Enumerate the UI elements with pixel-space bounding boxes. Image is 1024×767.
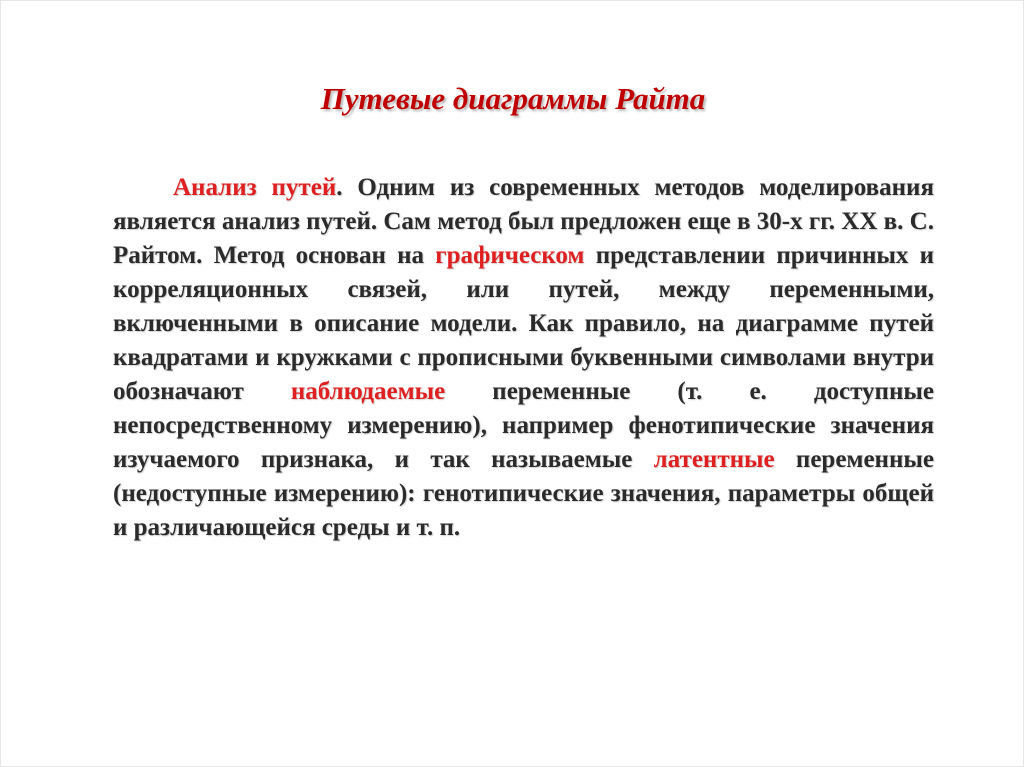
text-segment-3: переменные (т. е. доступные непосредственному измерению), например фенотипические значения изучаемого признака, и так называемые — [113, 378, 934, 473]
highlight-term-latent: латентные — [653, 446, 775, 473]
highlight-term-path-analysis: Анализ путей — [173, 174, 337, 201]
highlight-term-observed: наблюдаемые — [290, 378, 446, 405]
text-segment-4: переменные (недоступные измерению): генотипические значения, параметры общей и различающейся среды и т. п. — [113, 446, 934, 541]
body-paragraph — [113, 171, 934, 545]
highlight-term-graphic: графическом — [435, 242, 585, 269]
slide-title: Путевые диаграммы Райта — [320, 81, 706, 116]
text-segment-1: . Одним из современных методов моделирования является анализ путей. Сам метод был предложен еще в 30-х гг. XX в. С. Райтом. Метод основан на — [113, 174, 934, 269]
text-segment-2: представлении причинных и корреляционных связей, или путей, между переменными, включенными в описание модели. Как правило, на диаграмме путей квадратами и кружками с прописными буквенными символами внутри обозначают — [113, 242, 935, 405]
